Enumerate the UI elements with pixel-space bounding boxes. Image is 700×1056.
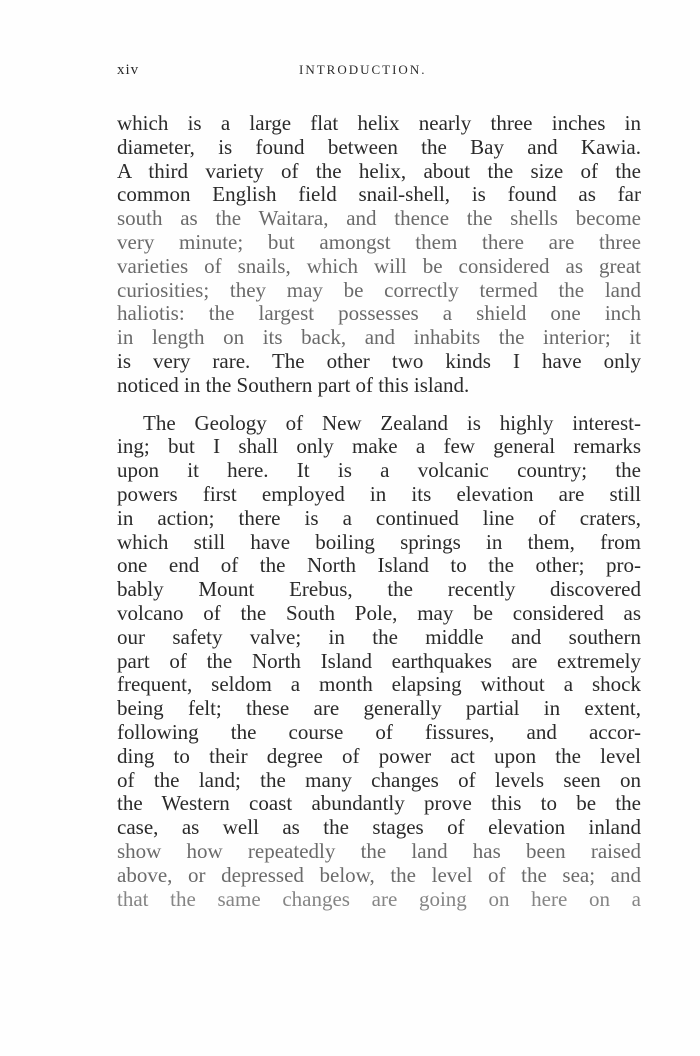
text-line: case, as well as the stages of elevation inland [117, 815, 641, 840]
text-line: very minute; but amongst them there are three [117, 229, 641, 254]
text-line: common English field snail-shell, is found as far [117, 182, 641, 207]
text-line: bably Mount Erebus, the recently discovered [117, 577, 641, 602]
text-line: haliotis: the largest possesses a shield one inch [117, 301, 641, 326]
text-line: ing; but I shall only make a few general remarks [117, 434, 641, 459]
text-line: diameter, is found between the Bay and Kawia. [117, 134, 641, 159]
text-line: powers first employed in its elevation are still [117, 481, 641, 506]
running-head: INTRODUCTION. [299, 62, 427, 77]
text-line: our safety valve; in the middle and southern [117, 624, 641, 649]
text-line: is very rare. The other two kinds I have only [117, 348, 641, 373]
page-number: xiv [117, 62, 140, 78]
text-line: The Geology of New Zealand is highly interest- [143, 410, 641, 435]
text-line: that the same changes are going on here on a [117, 886, 641, 911]
text-line: noticed in the Southern part of this island. [117, 372, 470, 397]
text-line: in action; there is a continued line of craters, [117, 505, 641, 530]
text-line: show how repeatedly the land has been raised [117, 838, 641, 863]
text-line: which is a large flat helix nearly three inches in [117, 111, 641, 135]
text-line: part of the North Island earthquakes are extremely [117, 648, 641, 673]
page-header [117, 62, 637, 84]
text-line: of the land; the many changes of levels seen on [117, 767, 641, 792]
text-line: one end of the North Island to the other; pro- [117, 553, 641, 578]
text-line: frequent, seldom a month elapsing without a shock [117, 672, 641, 697]
text-line: which still have boiling springs in them, from [117, 529, 641, 554]
text-line: above, or depressed below, the level of the sea; and [117, 862, 641, 887]
text-line: ding to their degree of power act upon the level [117, 743, 641, 768]
text-line: south as the Waitara, and thence the shells become [117, 206, 641, 231]
text-line: following the course of fissures, and accor- [117, 719, 641, 744]
text-line: the Western coast abundantly prove this to be the [117, 791, 641, 816]
text-line: volcano of the South Pole, may be considered as [117, 600, 641, 625]
paragraph-1 [117, 112, 641, 398]
text-line: being felt; these are generally partial in extent, [117, 696, 641, 721]
text-line: upon it here. It is a volcanic country; the [117, 458, 641, 483]
body-text [117, 112, 641, 911]
text-line: varieties of snails, which will be considered as great [117, 253, 641, 278]
text-line: in length on its back, and inhabits the interior; it [117, 325, 641, 350]
paragraph-2 [117, 412, 641, 912]
text-line: curiosities; they may be correctly termed the land [117, 277, 641, 302]
text-line: A third variety of the helix, about the size of the [117, 158, 641, 183]
